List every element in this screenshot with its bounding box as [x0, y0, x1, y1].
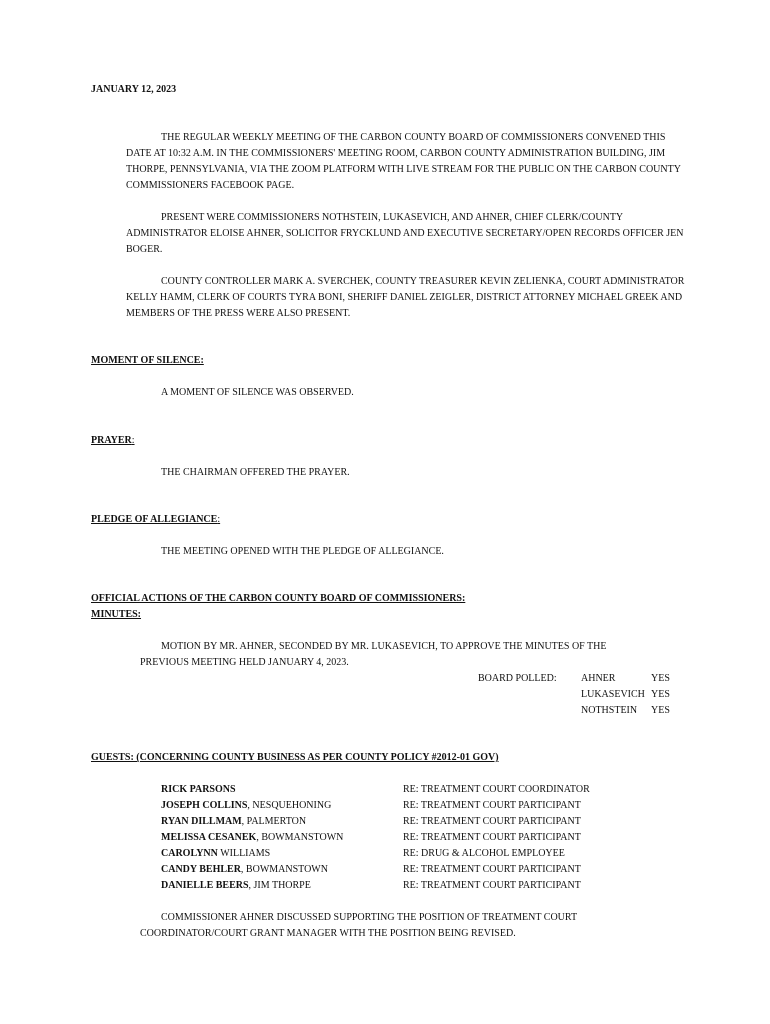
guest-name: RYAN DILLMAM, PALMERTON	[161, 816, 307, 827]
vote-result: YES	[651, 673, 670, 684]
section-heading-silence: MOMENT OF SILENCE:	[91, 355, 204, 366]
guest-topic: RE: TREATMENT COURT COORDINATOR	[403, 784, 590, 795]
vote-result: YES	[651, 705, 670, 716]
guest-topic: RE: TREATMENT COURT PARTICIPANT	[403, 832, 581, 843]
vote-name: LUKASEVICH	[581, 689, 645, 700]
section-heading-official-actions: OFFICIAL ACTIONS OF THE CARBON COUNTY BOARD OF COMMISSIONERS:	[91, 593, 466, 604]
board-polled-label: BOARD POLLED:	[478, 673, 557, 684]
section-heading-prayer: PRAYER:	[91, 435, 135, 446]
guest-name: CANDY BEHLER, BOWMANSTOWN	[161, 864, 328, 875]
prayer-text: THE CHAIRMAN OFFERED THE PRAYER.	[161, 467, 350, 478]
guest-name: CAROLYNN WILLIAMS	[161, 848, 271, 859]
guests-discussion-line-2: COORDINATOR/COURT GRANT MANAGER WITH THE POSITION BEING REVISED.	[140, 928, 516, 939]
vote-name: AHNER	[581, 673, 616, 684]
minutes-motion-line-2: PREVIOUS MEETING HELD JANUARY 4, 2023.	[140, 657, 349, 668]
section-heading-guests: GUESTS: (CONCERNING COUNTY BUSINESS AS PER COUNTY POLICY #2012-01 GOV)	[91, 752, 499, 763]
intro-paragraph-2: PRESENT WERE COMMISSIONERS NOTHSTEIN, LUKASEVICH, AND AHNER, CHIEF CLERK/COUNTY ADMINISTRATOR ELOISE AHNER, SOLICITOR FRYCKLUND AND EXECUTIVE SECRETARY/OPEN RECORDS OFFICER JEN BOGER.	[126, 212, 684, 255]
guest-topic: RE: DRUG & ALCOHOL EMPLOYEE	[403, 848, 565, 859]
silence-text: A MOMENT OF SILENCE WAS OBSERVED.	[161, 387, 354, 398]
guest-name: RICK PARSONS	[161, 784, 236, 795]
guest-topic: RE: TREATMENT COURT PARTICIPANT	[403, 800, 581, 811]
intro-paragraph-1: THE REGULAR WEEKLY MEETING OF THE CARBON COUNTY BOARD OF COMMISSIONERS CONVENED THIS DATE AT 10:32 A.M. IN THE COMMISSIONERS' MEETING ROOM, CARBON COUNTY ADMINISTRATION BUILDING, JIM THORPE, PENNSYLVANIA, VIA THE ZOOM PLATFORM WITH LIVE STREAM FOR THE PUBLIC ON THE CARBON COUNTY COMMISSIONERS FACEBOOK PAGE.	[126, 132, 681, 191]
guest-topic: RE: TREATMENT COURT PARTICIPANT	[403, 864, 581, 875]
vote-result: YES	[651, 689, 670, 700]
guest-name: MELISSA CESANEK, BOWMANSTOWN	[161, 832, 344, 843]
section-heading-pledge: PLEDGE OF ALLEGIANCE:	[91, 514, 221, 525]
guest-topic: RE: TREATMENT COURT PARTICIPANT	[403, 880, 581, 891]
guest-name: DANIELLE BEERS, JIM THORPE	[161, 880, 311, 891]
section-heading-minutes: MINUTES:	[91, 609, 142, 620]
meeting-date: JANUARY 12, 2023	[91, 84, 177, 95]
vote-name: NOTHSTEIN	[581, 705, 638, 716]
guests-discussion-line-1: COMMISSIONER AHNER DISCUSSED SUPPORTING THE POSITION OF TREATMENT COURT	[161, 912, 578, 923]
pledge-text: THE MEETING OPENED WITH THE PLEDGE OF ALLEGIANCE.	[161, 546, 444, 557]
guest-topic: RE: TREATMENT COURT PARTICIPANT	[403, 816, 581, 827]
minutes-motion-line-1: MOTION BY MR. AHNER, SECONDED BY MR. LUKASEVICH, TO APPROVE THE MINUTES OF THE	[161, 641, 607, 652]
guest-name: JOSEPH COLLINS, NESQUEHONING	[161, 800, 332, 811]
intro-paragraph-3: COUNTY CONTROLLER MARK A. SVERCHEK, COUNTY TREASURER KEVIN ZELIENKA, COURT ADMINISTRATOR KELLY HAMM, CLERK OF COURTS TYRA BONI, SHERIFF DANIEL ZEIGLER, DISTRICT ATTORNEY MICHAEL GREEK AND MEMBERS OF THE PRESS WERE ALSO PRESENT.	[126, 276, 685, 319]
